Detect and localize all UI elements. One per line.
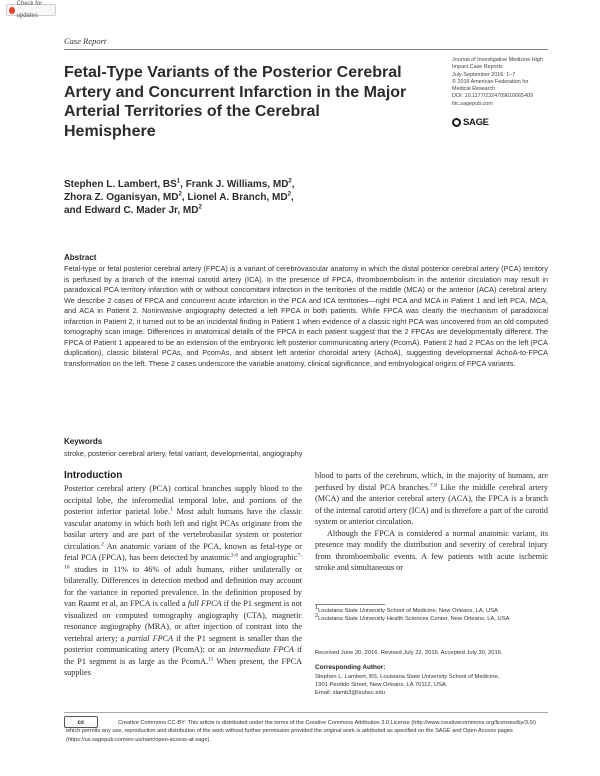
body-text: and angiographic (238, 553, 298, 562)
author-name: Stephen L. Lambert, BS (64, 179, 177, 190)
keywords-heading: Keywords (64, 437, 103, 446)
journal-url-link[interactable]: hic.sagepub.com (452, 100, 493, 107)
affil-marker: 2 (315, 613, 319, 620)
badge-label: Check for updates (16, 1, 43, 19)
email-link[interactable]: Email: slamb3@lsuhsc.edu (315, 690, 386, 697)
meta-line: Impact Case Reports (452, 64, 503, 71)
body-text: Most adult humans have the classic vascular anatomy in which both left and right PCAs originate from the basilar artery and are part of the vertebrobasilar system or posterior circulation. (64, 507, 302, 551)
introduction-heading: Introduction (64, 470, 123, 481)
corresponding-author (315, 673, 548, 698)
meta-line: Journal of Investigative Medicine High (452, 57, 543, 63)
update-icon (9, 7, 15, 14)
corr-line: 1901 Perdido Street, New Orleans, LA 70112, USA. (315, 682, 448, 689)
license-text: Creative Commons CC-BY: This article is distributed under the terms of the Creative Commons Attribution 3.0 License (http://www.creativecommons.org/licenses/by/3.0/) which permits any use, reproduction and distribution of the work without further permission provided the original work is attributed as specified on the SAGE and Open Access pages (https://us.sagepub.com/en-us/nam/open-access-at-sage). (66, 720, 537, 743)
body-text: if the P1 segment is as large as the PcomA. (64, 645, 302, 666)
meta-line: Medical Research (452, 86, 496, 93)
author-affil: 2 (178, 191, 182, 198)
abstract-heading: Abstract (64, 253, 97, 262)
journal-meta (452, 57, 562, 108)
citation[interactable]: 7,8 (430, 481, 437, 488)
corresponding-heading: Corresponding Author: (315, 664, 386, 671)
citation[interactable]: 1 (170, 506, 173, 513)
term-intermediate-fpca: intermediate FPCA (228, 645, 294, 654)
body-column-right (315, 470, 548, 574)
affiliation (315, 607, 548, 615)
publisher-name: SAGE (463, 117, 489, 128)
footnote-divider (315, 604, 385, 605)
body-text: if the P1 segment is smaller than the posterior communicating artery (PcomA); or an (64, 633, 302, 654)
author-affil: 2 (198, 204, 202, 211)
author-name: Zhora Z. Oganisyan, MD (64, 192, 179, 203)
citation[interactable]: 2 (101, 540, 104, 547)
article-type: Case Report (64, 36, 107, 46)
footer-divider (64, 712, 548, 713)
body-text: Posterior cerebral artery (PCA) cortical branches supply blood to the occipital lobe, the inferomedial temporal lobe, and portions of the posterior inferior parietal lobe. (64, 484, 302, 516)
citation[interactable]: 11 (208, 655, 214, 662)
term-full-fpca: full FPCA (187, 599, 222, 608)
check-for-updates-badge[interactable] (6, 1, 56, 19)
author-affil: 2 (287, 191, 291, 198)
abstract-text: Fetal-type or fetal posterior cerebral artery (FPCA) is a variant of cerebrovascular anatomy in which the distal posterior cerebral artery (PCA) territory is perfused by a branch of the internal carotid artery (ICA). In the presence of FPCA, thromboembolism in the anterior circulation may result in paradoxical PCA territory infarction with or without concomitant infarction in the territories of the middle (MCA) or the anterior (ACA) cerebral artery. We describe 2 cases of FPCA and concurrent acute infarction in the PCA and ICA territories—right PCA and MCA in Patient 1 and left PCA, MCA, and ACA in Patient 2. Noninvasive angiography detected a left FPCA in both patients. While FPCA was clearly the mechanism of paradoxical infarction in Patient 2, it turned out to be an incidental finding in Patient 1 when evidence of a classic right PCA was uncovered from an old computed tomography scan image. Differences in anatomical details of the FPCA in each patient suggest that the 2 FPCAs are developmentally different. The FPCA of Patient 1 appeared to be an extension of the embryonic left posterior communicating artery (PcomA). Patient 2 had 2 PCAs on the left (PCA duplication), classic bilateral PCAs, and PcomAs, and absent left anterior choroidal artery (AchoA), suggesting developmental AchoA-to-FPCA transformation on the left. These 2 cases underscore the variable anatomy, clinical significance, and embryological origins of FPCA variants. (64, 264, 548, 368)
publisher-logo (452, 117, 489, 128)
cc-license-icon: cc (64, 716, 98, 728)
paragraph (315, 470, 548, 528)
corr-line: Stephen L. Lambert, BS, Louisiana State University School of Medicine, (315, 674, 500, 680)
body-text: When present, the FPCA supplies (64, 656, 302, 677)
body-text: if the P1 segment is not visualized on computed tomography angiography (CTA), magnetic resonance angiography (MRA), or after injection of contrast into the vertebral artery; a (64, 599, 302, 643)
sage-logo-icon (452, 118, 461, 127)
citation[interactable]: 7-10 (64, 552, 302, 570)
author-affil: 2 (288, 178, 292, 185)
paragraph: Although the FPCA is considered a normal anatomic variant, its presence may modify the distribution and severity of cerebral injury from thromboembolic events. A few patients with acute ischemic stroke and simultaneous or (315, 528, 548, 572)
author-affil: 1 (176, 178, 181, 185)
affil-marker: 1 (315, 605, 319, 612)
body-text: studies in 11% to 46% of adult humans, either unilaterally or bilaterally. Differences in detection method and definition may account for the variance in reported prevalence. In the definition proposed by van Raamt et al, an FPCA is called a (64, 564, 302, 608)
doi-link[interactable]: DOI: 10.1177/2324709616665409 (452, 93, 534, 100)
body-text: blood to parts of the cerebrum, which, in the majority of humans, are perfused by distal PCA branches. (315, 471, 548, 492)
body-column-left (64, 483, 302, 679)
article-title: Fetal-Type Variants of the Posterior Cerebral Artery and Concurrent Infarction in the Major Arterial Territories of the Cerebral Hemisphere (64, 64, 407, 140)
meta-line: July-September 2016: 1–7 (452, 71, 516, 78)
keywords-text: stroke, posterior cerebral artery, fetal variant, developmental, angiography (64, 449, 303, 458)
affil-text: Louisiana State University Health Sciences Center, New Orleans, LA, USA (318, 616, 510, 623)
term-partial-fpca: partial FPCA (127, 633, 174, 643)
author-list: Stephen L. Lambert, $BS^1$, Frank J. Williams, $MD^2$, Zhora Z. Oganisyan, $MD^2$, Lionel A. Branch, $MD^2$, and Edward C. Mader Jr, $MD^2$ (64, 178, 295, 216)
header-divider (64, 49, 548, 50)
body-text: An anatomic variant of the PCA, known as fetal-type or fetal PCA (FPCA), has been detected by anatomic (64, 541, 302, 562)
affil-text: Louisiana State University School of Medicine, New Orleans, LA, USA (318, 608, 498, 614)
affiliation (315, 615, 548, 623)
author-name: Lionel A. Branch, MD (187, 192, 288, 203)
body-text: Like the middle cerebral artery (MCA) and the anterior cerebral artery (ACA), the FPCA is a branch of the internal carotid artery (ICA) and is therefore a part of the carotid system or anterior circulation. (315, 482, 548, 526)
received-dates: Received June 20, 2016. Revised July 22, 2016. Accepted July 30, 2016. (315, 650, 503, 656)
meta-line: © 2016 American Federation for (452, 78, 529, 85)
author-name: Frank J. Williams, MD (185, 179, 289, 190)
affiliations (315, 607, 548, 623)
author-name: Edward C. Mader Jr, MD (84, 205, 199, 216)
citation[interactable]: 3-6 (230, 552, 239, 559)
